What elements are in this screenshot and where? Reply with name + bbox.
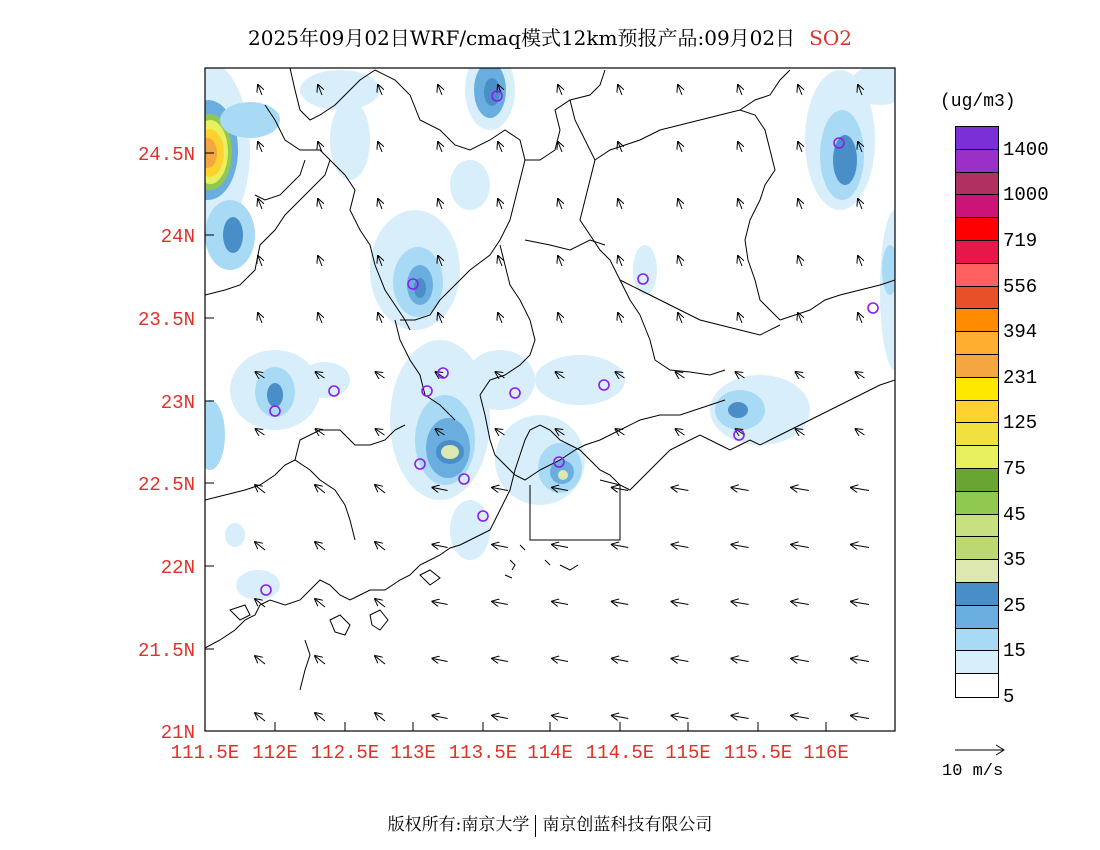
wind-arrow [678, 313, 682, 323]
wind-arrow [798, 256, 802, 266]
lat-label: 23N [160, 392, 195, 414]
wind-arrow [498, 142, 502, 152]
wind-arrow [258, 142, 262, 152]
wind-arrow [255, 542, 265, 550]
wind-arrow [858, 256, 862, 266]
wind-arrow [375, 713, 385, 721]
wind-arrow [432, 545, 447, 548]
lon-label: 113E [390, 742, 436, 764]
wind-arrow [851, 716, 869, 719]
wind-arrow [731, 488, 748, 491]
wind-arrow [738, 256, 742, 266]
wind-arrow [678, 256, 682, 266]
wind-arrow [791, 659, 809, 662]
wind-arrow [618, 199, 622, 209]
wind-arrow [796, 372, 805, 378]
wind-arrow [678, 85, 682, 95]
colorbar-swatch [956, 309, 998, 332]
lon-label: 111.5E [170, 742, 240, 764]
colorbar-swatch [956, 401, 998, 424]
wind-arrow [798, 313, 802, 323]
wind-arrow [315, 542, 325, 550]
wind-arrow [738, 199, 742, 209]
wind-arrow [851, 545, 869, 548]
wind-arrow [736, 372, 745, 378]
colorbar [955, 126, 999, 698]
wind-arrow [851, 488, 869, 491]
colorbar-swatch [956, 446, 998, 469]
lat-label: 21N [160, 722, 195, 744]
wind-reference-arrow [940, 740, 1010, 760]
colorbar-swatch [956, 332, 998, 355]
lon-label: 115E [665, 742, 711, 764]
wind-arrow [496, 429, 505, 435]
wind-arrow [731, 545, 748, 548]
colorbar-swatch [956, 515, 998, 538]
colorbar-swatch [956, 423, 998, 446]
colorbar-swatch [956, 606, 998, 629]
wind-arrow [738, 85, 742, 95]
colorbar-swatch [956, 651, 998, 674]
colorbar-level-label: 45 [1003, 503, 1026, 526]
wind-arrow [738, 142, 742, 152]
wind-arrow [498, 313, 502, 323]
wind-arrow [375, 656, 385, 664]
wind-arrow [612, 602, 628, 605]
lat-label: 23.5N [137, 309, 195, 331]
wind-arrow [791, 545, 809, 548]
wind-arrow [678, 199, 682, 209]
colorbar-swatch [956, 378, 998, 401]
wind-arrow [315, 599, 325, 607]
colorbar-level-label: 231 [1003, 366, 1038, 389]
wind-arrow [851, 659, 869, 662]
wind-arrow [731, 602, 748, 605]
wind-arrow [318, 256, 322, 266]
lon-label: 116E [803, 742, 849, 764]
colorbar-swatch [956, 150, 998, 173]
wind-arrow [552, 659, 568, 662]
wind-arrow [438, 199, 442, 209]
colorbar-swatch [956, 560, 998, 583]
colorbar-unit: (ug/m3) [940, 92, 1016, 112]
wind-arrow [858, 199, 862, 209]
colorbar-swatch [956, 173, 998, 196]
wind-arrow [315, 713, 325, 721]
wind-arrow [432, 602, 447, 605]
wind-arrow [851, 602, 869, 605]
lon-label: 112E [252, 742, 298, 764]
wind-arrow [612, 545, 628, 548]
wind-arrow [558, 256, 562, 266]
colorbar-level-label: 556 [1003, 275, 1038, 298]
wind-arrow [791, 602, 809, 605]
colorbar-swatch [956, 674, 998, 697]
colorbar-level-label: 1400 [1003, 138, 1049, 161]
colorbar-swatch [956, 537, 998, 560]
wind-arrow [438, 142, 442, 152]
wind-arrow [791, 488, 809, 491]
wind-arrow [798, 85, 802, 95]
pollutant-label: SO2 [809, 26, 852, 50]
wind-arrow [492, 659, 508, 662]
wind-arrow [798, 199, 802, 209]
wind-arrow [856, 429, 865, 435]
colorbar-level-label: 1000 [1003, 184, 1049, 207]
wind-arrow [552, 545, 568, 548]
wind-arrow [318, 199, 322, 209]
wind-arrow [558, 313, 562, 323]
lat-label: 22N [160, 557, 195, 579]
wind-arrow [558, 85, 562, 95]
wind-arrow [378, 142, 382, 152]
colorbar-level-label: 394 [1003, 321, 1038, 344]
wind-arrow [672, 488, 689, 491]
wind-arrow [672, 659, 689, 662]
wind-arrow [492, 602, 508, 605]
wind-arrow [731, 659, 748, 662]
wind-arrow [432, 716, 447, 719]
colorbar-swatch [956, 583, 998, 606]
wind-arrow [492, 716, 508, 719]
wind-arrow [376, 429, 385, 435]
colorbar-swatch [956, 492, 998, 515]
wind-arrow [258, 85, 262, 95]
wind-reference-label: 10 m/s [942, 762, 1004, 781]
wind-arrow [552, 716, 568, 719]
wind-arrow [256, 429, 265, 435]
station-marker [868, 303, 878, 313]
wind-arrow [558, 142, 562, 152]
wind-arrow [618, 85, 622, 95]
wind-arrow [258, 199, 262, 209]
wind-arrow [618, 256, 622, 266]
colorbar-level-label: 15 [1003, 640, 1026, 663]
wind-arrow [858, 313, 862, 323]
wind-arrow [498, 199, 502, 209]
concentration-field [160, 50, 910, 600]
wind-arrow [672, 716, 689, 719]
lat-label: 22.5N [137, 474, 195, 496]
wind-arrow [258, 313, 262, 323]
wind-arrow [856, 372, 865, 378]
wind-arrow [315, 656, 325, 664]
wind-arrow [375, 542, 385, 550]
wind-arrow [432, 659, 447, 662]
wind-arrow [492, 545, 508, 548]
colorbar-swatch [956, 241, 998, 264]
wind-arrow [731, 716, 748, 719]
lat-label: 21.5N [137, 640, 195, 662]
colorbar-swatch [956, 218, 998, 241]
wind-arrow [258, 256, 262, 266]
wind-arrow [375, 599, 385, 607]
colorbar-swatch [956, 195, 998, 218]
wind-arrow [798, 142, 802, 152]
colorbar-level-label: 719 [1003, 230, 1038, 252]
wind-arrow [738, 313, 742, 323]
wind-arrow [791, 716, 809, 719]
colorbar-level-label: 5 [1003, 686, 1015, 708]
wind-arrow [255, 485, 265, 493]
lon-label: 112.5E [310, 742, 380, 764]
lon-label: 115.5E [723, 742, 793, 764]
footer-divider [535, 815, 536, 837]
colorbar-swatch [956, 469, 998, 492]
lat-label: 24.5N [137, 144, 195, 166]
copyright-left: 版权所有:南京大学 [387, 815, 530, 835]
wind-arrow [612, 716, 628, 719]
wind-arrow [376, 372, 385, 378]
wind-arrow [375, 485, 385, 493]
wind-arrow [255, 656, 265, 664]
wind-arrow [378, 199, 382, 209]
wind-arrow [255, 713, 265, 721]
title-text: 2025年09月02日WRF/cmaq模式12km预报产品:09月02日 [248, 26, 796, 50]
wind-arrow [678, 142, 682, 152]
colorbar-level-label: 75 [1003, 458, 1026, 480]
wind-arrow [676, 372, 685, 378]
colorbar-level-label: 35 [1003, 549, 1026, 572]
wind-arrow [318, 313, 322, 323]
wind-arrow [618, 313, 622, 323]
wind-arrow [558, 199, 562, 209]
colorbar-level-label: 25 [1003, 594, 1026, 617]
colorbar-swatch [956, 629, 998, 652]
lon-label: 113.5E [448, 742, 518, 764]
wind-arrow [672, 602, 689, 605]
wind-arrow [612, 659, 628, 662]
colorbar-swatch [956, 127, 998, 150]
copyright-footer [0, 810, 1100, 837]
colorbar-swatch [956, 355, 998, 378]
lon-label: 114E [527, 742, 573, 764]
wind-arrow [552, 602, 568, 605]
copyright-right: 南京创蓝科技有限公司 [542, 815, 713, 835]
wind-arrow [498, 256, 502, 266]
wind-arrow [438, 85, 442, 95]
colorbar-swatch [956, 264, 998, 287]
colorbar-level-label: 125 [1003, 412, 1038, 435]
wind-arrow [672, 545, 689, 548]
lon-label: 114.5E [585, 742, 655, 764]
wind-arrow [676, 429, 685, 435]
lat-label: 24N [160, 226, 195, 248]
wind-arrow [315, 485, 325, 493]
colorbar-swatch [956, 287, 998, 310]
wind-arrow [378, 313, 382, 323]
